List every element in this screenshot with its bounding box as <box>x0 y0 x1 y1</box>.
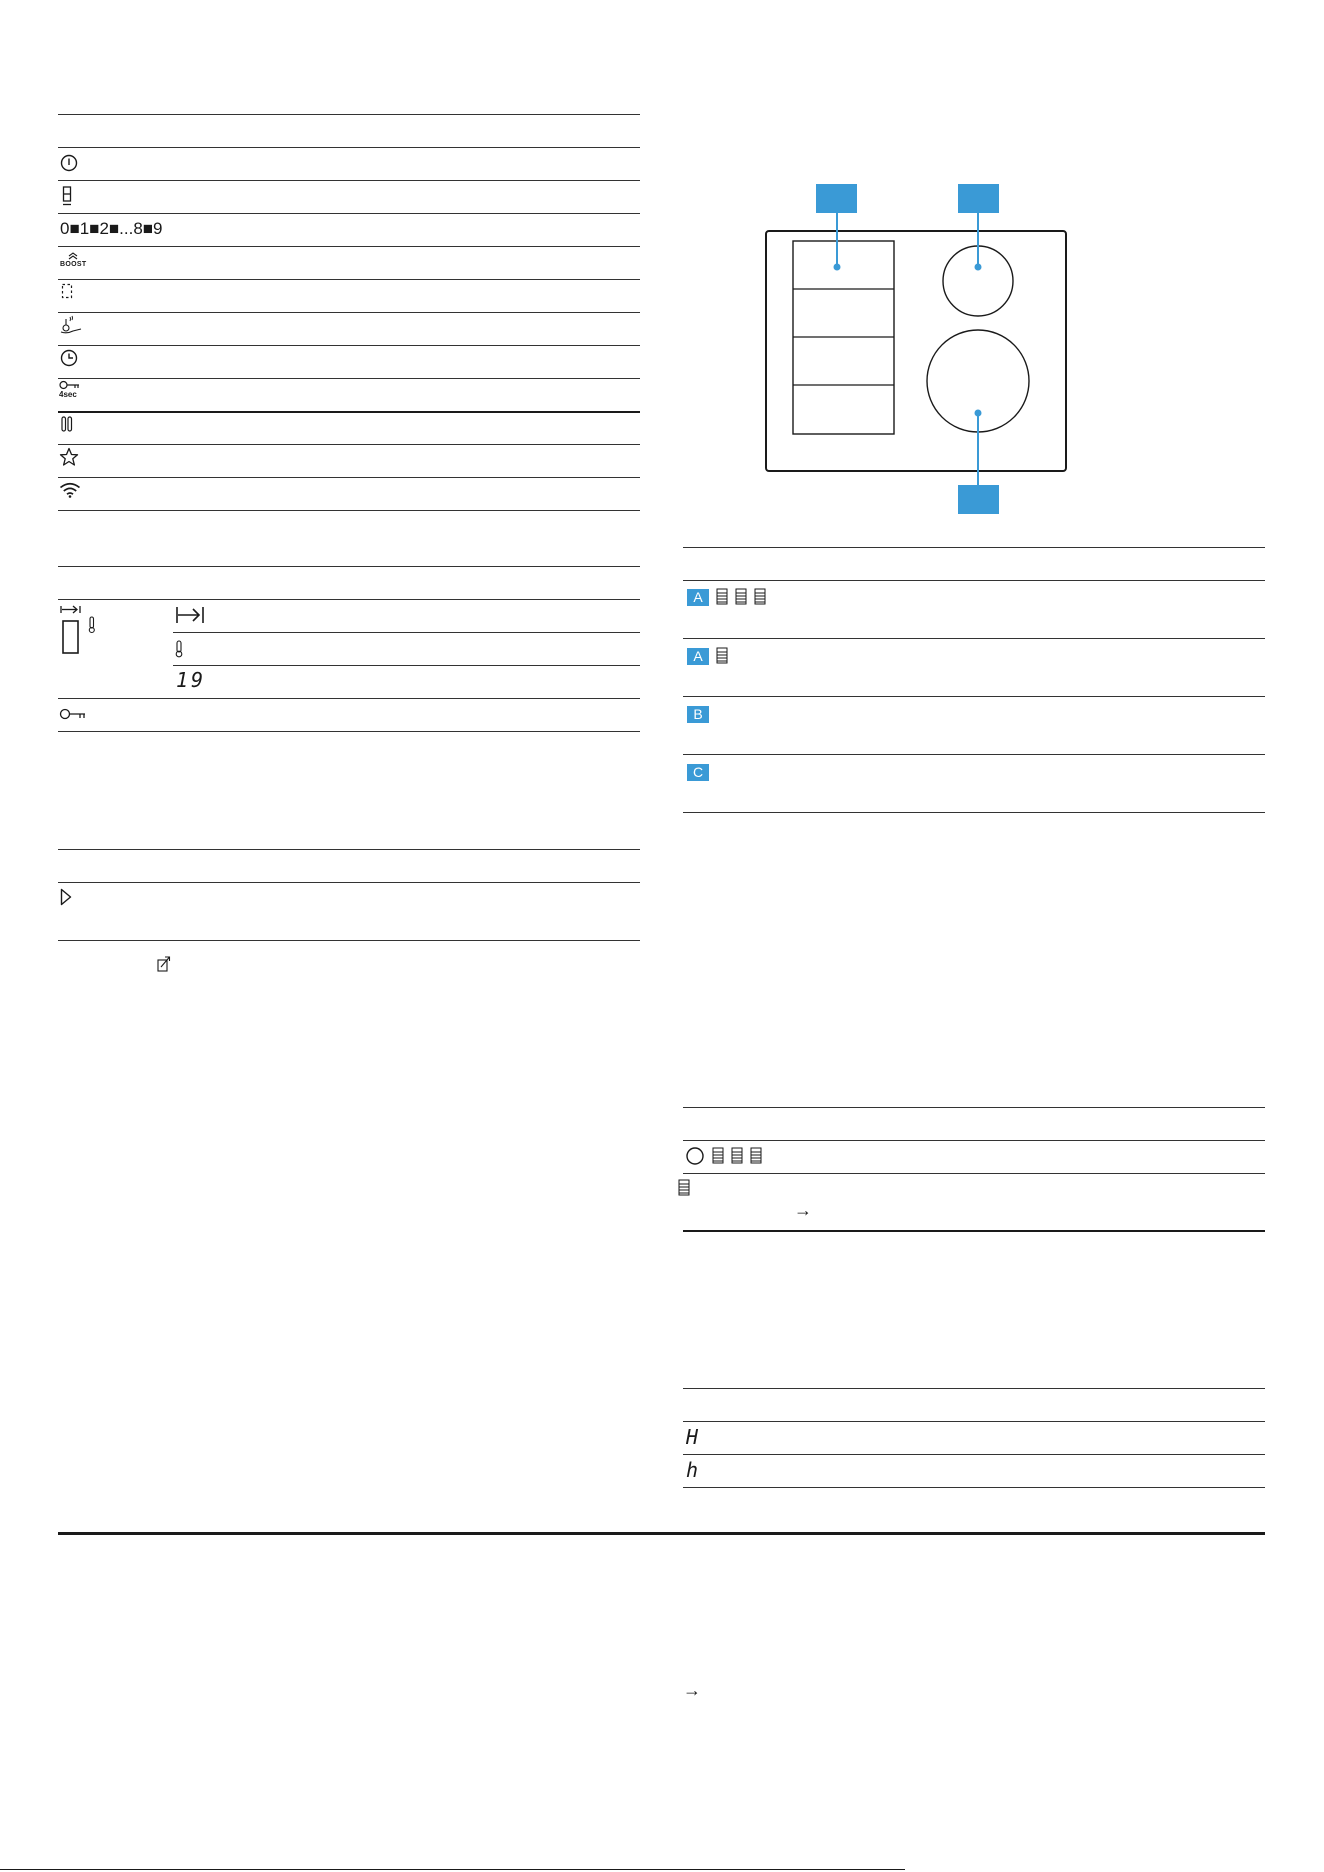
table-rule <box>683 1140 1265 1141</box>
table-rule <box>683 1107 1265 1108</box>
table-rule <box>683 638 1265 639</box>
table-rule <box>173 632 640 633</box>
table-rule <box>58 566 640 567</box>
table-rule <box>58 731 640 732</box>
table-rule <box>58 849 640 850</box>
key-4sec-icon <box>59 380 81 399</box>
arrow-icon: → <box>794 1200 812 1220</box>
table-rule <box>683 1388 1265 1389</box>
table-rule <box>58 114 640 115</box>
table-rule <box>58 378 640 379</box>
footer-rule <box>0 1869 905 1870</box>
power-bars-icon <box>716 647 730 665</box>
table-rule <box>683 580 1265 581</box>
power-bars-icon <box>716 588 768 606</box>
power-bars-icon <box>712 1147 764 1165</box>
table-rule <box>683 696 1265 697</box>
table-rule <box>683 1487 1265 1488</box>
table-rule <box>683 754 1265 755</box>
residual-heat-low: h <box>686 1458 699 1482</box>
hob-diagram <box>756 180 1076 525</box>
section-divider <box>58 1532 1265 1535</box>
table-rule <box>683 1454 1265 1455</box>
table-rule <box>58 510 640 511</box>
table-rule <box>683 547 1265 548</box>
table-rule <box>58 444 640 445</box>
power-level-scale-icon <box>60 219 163 239</box>
table-rule <box>58 279 640 280</box>
zone-badge: C <box>687 764 709 781</box>
boost-label: BOOST <box>60 261 87 268</box>
power-icon <box>60 154 78 172</box>
table-rule <box>683 1230 1265 1232</box>
table-rule <box>683 1421 1265 1422</box>
key-4sec-label: 4sec <box>59 390 77 399</box>
table-rule <box>58 411 640 413</box>
key-icon <box>59 708 87 720</box>
table-rule <box>58 345 640 346</box>
table-rule <box>58 246 640 247</box>
play-triangle-icon <box>60 888 72 906</box>
frying-sensor-icon <box>59 314 83 334</box>
arrow-icon: → <box>683 1680 701 1700</box>
table-rule <box>58 940 640 941</box>
table-rule <box>58 312 640 313</box>
skip-to-end-icon <box>175 606 205 624</box>
zone-badge: A <box>687 648 709 665</box>
dashed-frame-icon <box>61 283 73 299</box>
table-rule <box>58 180 640 181</box>
table-rule <box>173 665 640 666</box>
cooking-zone-selection-icon <box>62 186 72 206</box>
table-rule <box>683 812 1265 813</box>
table-rule <box>58 599 640 600</box>
table-rule <box>58 213 640 214</box>
residual-heat-high: H <box>686 1425 699 1449</box>
wifi-icon <box>59 482 81 498</box>
table-rule <box>58 882 640 883</box>
bar-icon <box>678 1179 692 1197</box>
star-icon <box>59 447 79 467</box>
seg-display: 19 <box>176 668 207 692</box>
circle-icon <box>685 1146 705 1166</box>
power-level-scale-text: 0■1■2■...8■9 <box>60 219 163 238</box>
zone-badge: A <box>687 589 709 606</box>
table-rule <box>683 1173 1265 1174</box>
clock-icon <box>60 349 78 367</box>
zone-badge: B <box>687 706 709 723</box>
table-rule <box>58 147 640 148</box>
table-rule <box>58 477 640 478</box>
thermometer-icon <box>175 640 183 658</box>
external-link-icon[interactable] <box>157 955 171 973</box>
table-rule <box>58 698 640 699</box>
pause-icon <box>61 416 73 432</box>
boost-icon <box>60 252 86 269</box>
timer-display-icon <box>60 604 100 656</box>
